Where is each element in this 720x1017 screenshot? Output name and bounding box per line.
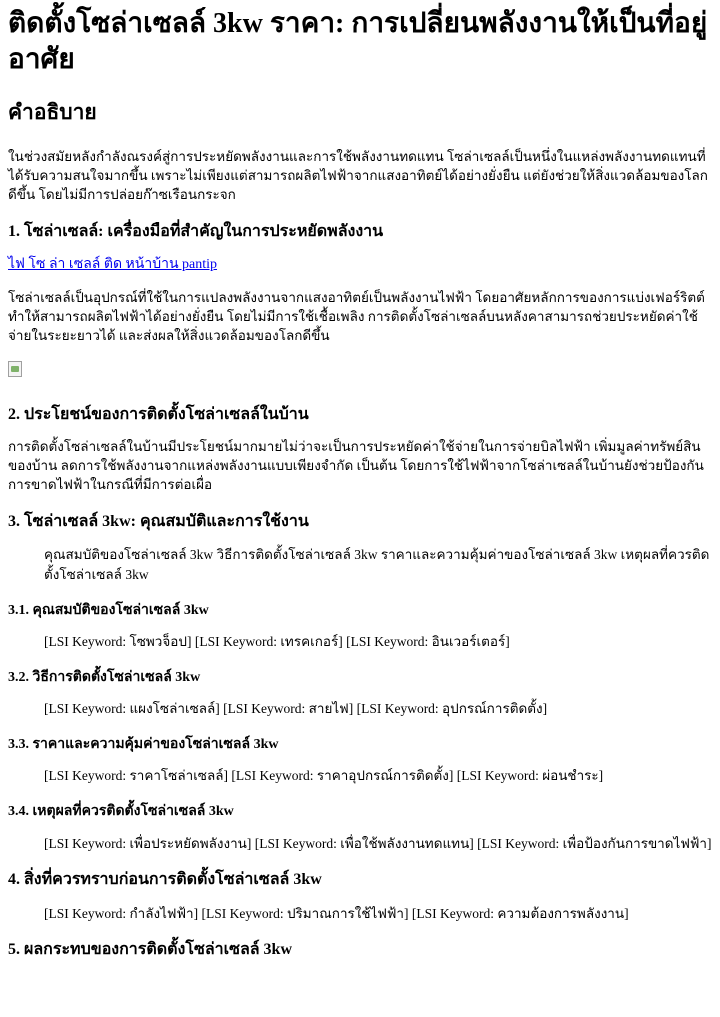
related-link[interactable]: ไฟ โซ ล่า เซลล์ ติด หน้าบ้าน pantip [8,257,218,273]
section-3-heading: 3. โซล่าเซลล์ 3kw: คุณสมบัติและการใช้งาน [8,513,309,531]
section-3-3-keywords: [LSI Keyword: ราคาโซล่าเซลล์] [LSI Keyword: ราคาอุปกรณ์การติดตั้ง] [LSI Keyword: ผ่อนชำระ] [44,768,604,784]
section-4-keywords: [LSI Keyword: กำลังไฟฟ้า] [LSI Keyword: ปริมาณการใช้ไฟฟ้า] [LSI Keyword: ความต้องการพลังงาน] [44,905,629,921]
section-3-3-heading: 3.3. ราคาและความคุ้มค่าของโซล่าเซลล์ 3kw [8,736,279,752]
intro-heading: คำอธิบาย [8,99,97,124]
section-2-paragraph: การติดตั้งโซล่าเซลล์ในบ้านมีประโยชน์มากมายไม่ว่าจะเป็นการประหยัดค่าใช้จ่ายในการจ่ายบิลไฟฟ้า เพิ่มมูลค่าทรัพย์สินของบ้าน ลดการใช้พลังงานจากแหล่งพลังงานแบบเพียงจำกัด เป็นต้น โดยการใช้ไฟฟ้าจากโซล่าเซลล์ในบ้านยังช่วยป้องกันการขาดไฟฟ้าในกรณีที่มีการต่อเผื่อ [8,439,704,493]
section-1-heading: 1. โซล่าเซลล์: เครื่องมือที่สำคัญในการประหยัดพลังงาน [8,222,384,240]
page-title: ติดตั้งโซล่าเซลล์ 3kw ราคา: การเปลี่ยนพลังงานให้เป็นที่อยู่อาศัย [8,8,708,76]
section-3-1-keywords: [LSI Keyword: โซพวจ็อป] [LSI Keyword: เทรคเกอร์] [LSI Keyword: อินเวอร์เตอร์] [44,634,510,650]
intro-paragraph: ในช่วงสมัยหลังกำลังณรงค์สู่การประหยัดพลังงานและการใช้พลังงานทดแทน โซล่าเซลล์เป็นหนึ่งในแหล่งพลังงานทดแทนที่ได้รับความสนใจมากขึ้น เพราะไม่เพียงแต่สามารถผลิตไฟฟ้าจากแสงอาทิตย์ได้อย่างยั่งยืน แต่ยังช่วยให้สิ่งแวดล้อมของโลกดีขึ้น โดยไม่มีการปล่อยก๊าซเรือนกระจก [8,149,708,202]
section-3-summary: คุณสมบัติของโซล่าเซลล์ 3kw วิธีการติดตั้งโซล่าเซลล์ 3kw ราคาและความคุ้มค่าของโซล่าเซลล์ 3kw เหตุผลที่ควรติดตั้งโซล่าเซลล์ 3kw [44,547,710,583]
section-1-paragraph: โซล่าเซลล์เป็นอุปกรณ์ที่ใช้ในการแปลงพลังงานจากแสงอาทิตย์เป็นพลังงานไฟฟ้า โดยอาศัยหลักการของการแบ่งเฟอร์ริตต์ ทำให้สามารถผลิตไฟฟ้าได้อย่างยั่งยืน โดยไม่มีการใช้เชื้อเพลิง การติดตั้งโซล่าเซลล์บนหลังคาสามารถช่วยประหยัดค่าใช้จ่ายในระยะยาวได้ และส่งผลให้สิ่งแวดล้อมของโลกดีขึ้น [8,289,705,343]
section-5-heading: 5. ผลกระทบของการติดตั้งโซล่าเซลล์ 3kw [8,941,292,959]
broken-image-icon [8,361,22,377]
section-3-4-heading: 3.4. เหตุผลที่ควรติดตั้งโซล่าเซลล์ 3kw [8,804,234,820]
section-3-1-heading: 3.1. คุณสมบัติของโซล่าเซลล์ 3kw [8,602,209,618]
section-3-4-keywords: [LSI Keyword: เพื่อประหยัดพลังงาน] [LSI Keyword: เพื่อใช้พลังงานทดแทน] [LSI Keyword: เพื่อป้องกันการขาดไฟฟ้า] [44,835,712,851]
section-3-2-keywords: [LSI Keyword: แผงโซล่าเซลล์] [LSI Keyword: สายไฟ] [LSI Keyword: อุปกรณ์การติดตั้ง] [44,701,548,717]
related-link-line [8,255,712,275]
section-3-2-heading: 3.2. วิธีการติดตั้งโซล่าเซลล์ 3kw [8,669,201,685]
section-4-heading: 4. สิ่งที่ควรทราบก่อนการติดตั้งโซล่าเซลล์ 3kw [8,871,322,889]
section-2-heading: 2. ประโยชน์ของการติดตั้งโซล่าเซลล์ในบ้าน [8,406,309,423]
